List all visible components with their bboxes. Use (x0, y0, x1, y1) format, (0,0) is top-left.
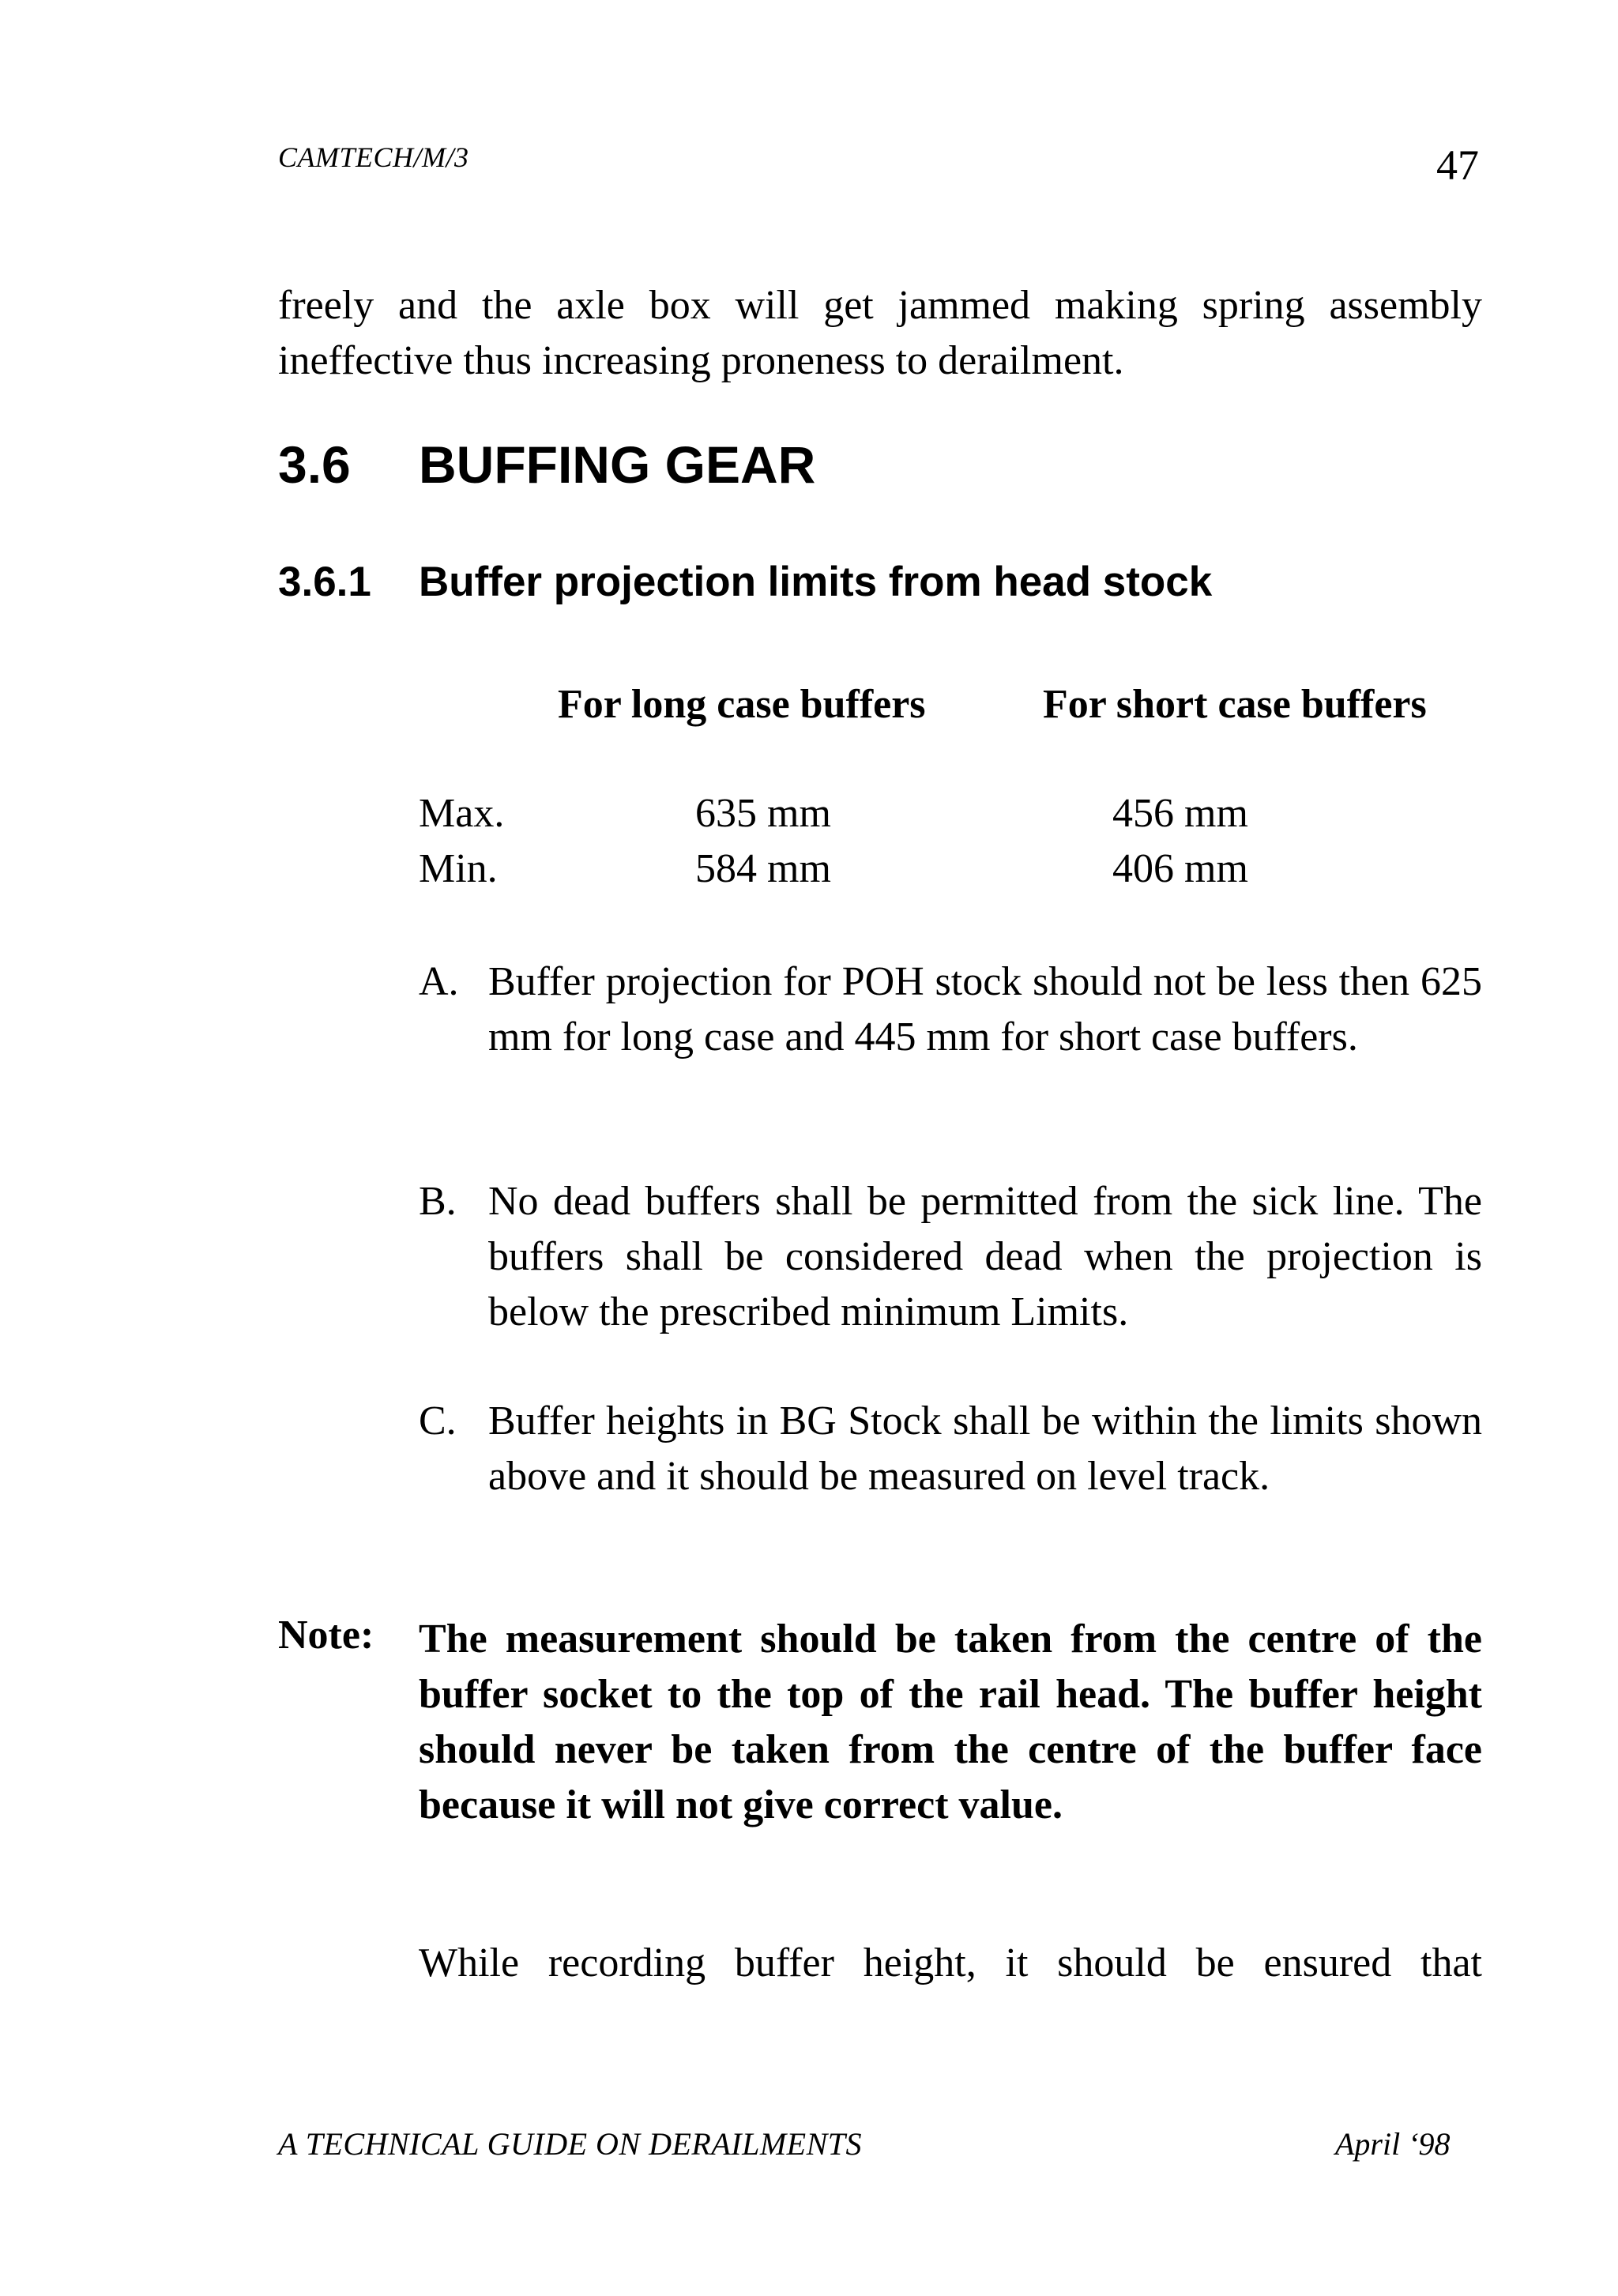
subsection-title: Buffer projection limits from head stock (419, 559, 1213, 605)
list-item-b (419, 1174, 1482, 1340)
intro-paragraph: freely and the axle box will get jammed making spring assembly ineffective thus increasing proneness to derailment. (278, 283, 1482, 383)
list-marker: C. (419, 1398, 457, 1443)
list-item-text: No dead buffers shall be permitted from the sick line. The buffers shall be considered dead when the projection is below the prescribed minimum Limits. (488, 1179, 1482, 1334)
note-text: The measurement should be taken from the centre of the buffer socket to the top of the rail head. The buffer height should never be taken from the centre of the buffer face because it will not give correct value. (419, 1617, 1482, 1827)
column-header-long: For long case buffers (558, 682, 926, 727)
max-long-value: 635 mm (695, 791, 831, 836)
list-item-a (419, 954, 1482, 1065)
closing-paragraph: While recording buffer height, it should be ensured that (419, 1940, 1482, 1985)
list-marker: B. (419, 1179, 457, 1224)
min-short-value: 406 mm (1112, 846, 1248, 891)
row-label-min: Min. (419, 846, 498, 891)
max-short-value: 456 mm (1112, 791, 1248, 836)
section-heading (278, 435, 815, 495)
list-item-c (419, 1394, 1482, 1504)
section-number: 3.6 (278, 435, 351, 494)
subsection-heading (278, 558, 1212, 606)
footer-title: A TECHNICAL GUIDE ON DERAILMENTS (278, 2126, 863, 2162)
subsection-number: 3.6.1 (278, 559, 371, 605)
list-item-text: Buffer heights in BG Stock shall be within the limits shown above and it should be measured on level track. (488, 1398, 1482, 1499)
note-label: Note: (278, 1613, 374, 1658)
section-title: BUFFING GEAR (419, 435, 816, 494)
list-item-text: Buffer projection for POH stock should not be less then 625 mm for long case and 445 mm for short case buffers. (488, 959, 1482, 1060)
list-marker: A. (419, 959, 459, 1004)
footer-date: April ‘98 (1335, 2126, 1451, 2162)
document-code: CAMTECH/M/3 (278, 141, 469, 173)
min-long-value: 584 mm (695, 846, 831, 891)
row-label-max: Max. (419, 791, 505, 836)
column-header-short: For short case buffers (1043, 682, 1427, 727)
page-number: 47 (1436, 141, 1479, 189)
